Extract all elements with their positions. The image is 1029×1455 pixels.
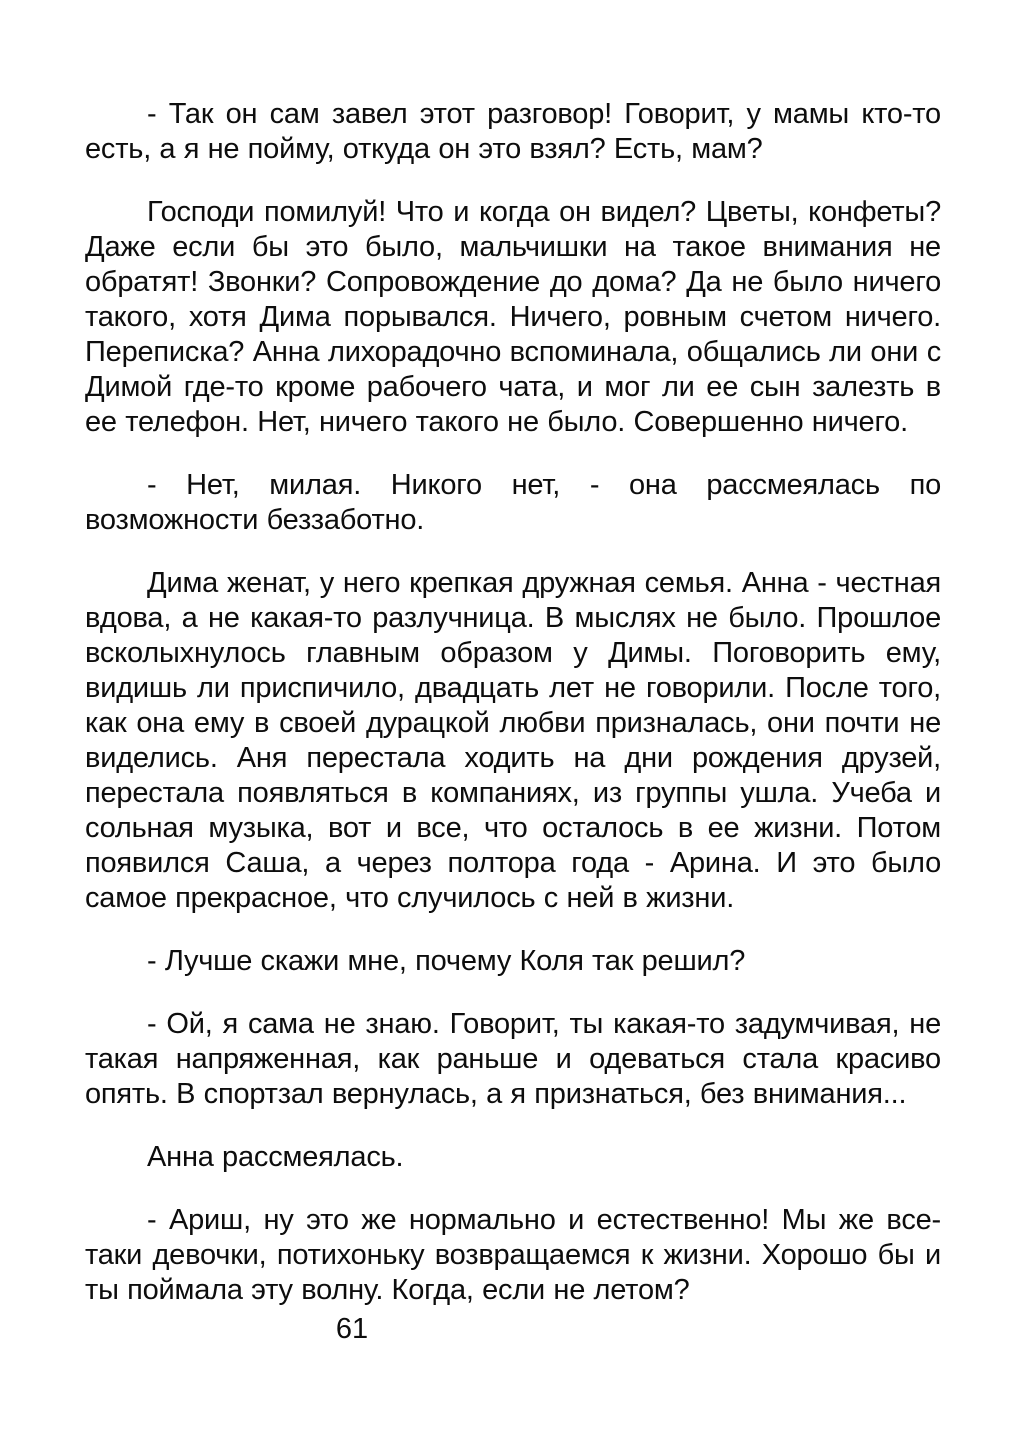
paragraph: - Ариш, ну это же нормально и естественно! Мы же все-таки девочки, потихоньку возвращаемся к жизни. Хорошо бы и ты поймала эту волну. Когда, если не летом? (85, 1204, 941, 1306)
paragraph: Господи помилуй! Что и когда он видел? Цветы, конфеты? Даже если бы это было, мальчишки на такое внимания не обратят! Звонки? Сопровождение до дома? Да не было ничего такого, хотя Дима порывался. Ничего, ровным счетом ничего. Переписка? Анна лихорадочно вспоминала, общались ли они с Димой где-то кроме рабочего чата, и мог ли ее сын залезть в ее телефон. Нет, ничего такого не было. Совершенно ничего. (85, 196, 941, 438)
paragraph: Дима женат, у него крепкая дружная семья. Анна - честная вдова, а не какая-то разлучница. В мыслях не было. Прошлое всколыхнулось главным образом у Димы. Поговорить ему, видишь ли приспичило, двадцать лет не говорили. После того, как она ему в своей дурацкой любви призналась, они почти не виделись. Аня перестала ходить на дни рождения друзей, перестала появляться в компаниях, из группы ушла. Учеба и сольная музыка, вот и все, что осталось в ее жизни. Потом появился Саша, а через полтора года - Арина. И это было самое прекрасное, что случилось с ней в жизни. (85, 567, 941, 914)
paragraph: - Так он сам завел этот разговор! Говорит, у мамы кто-то есть, а я не пойму, откуда он это взял? Есть, мам? (85, 98, 941, 165)
paragraph: Анна рассмеялась. (147, 1141, 404, 1173)
paragraph: - Ой, я сама не знаю. Говорит, ты какая-то задумчивая, не такая напряженная, как раньше и одеваться стала красиво опять. В спортзал вернулась, а я признаться, без внимания... (85, 1008, 941, 1110)
text-block (85, 97, 941, 1308)
page-number: 61 (335, 1313, 369, 1345)
paragraph: - Нет, милая. Никого нет, - она рассмеялась по возможности беззаботно. (85, 469, 941, 536)
paragraph: - Лучше скажи мне, почему Коля так решил? (147, 945, 746, 977)
